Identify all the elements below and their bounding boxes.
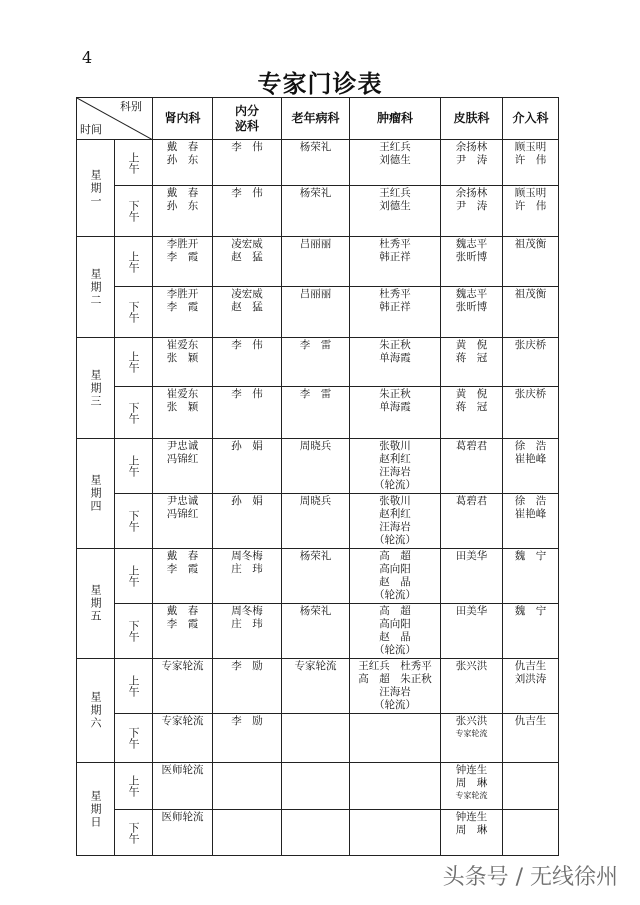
doctor-name: 张 颖 — [166, 352, 199, 364]
doctor-name: 赵 晶 — [379, 631, 411, 643]
dept-header-nephrology: 肾内科 — [153, 98, 213, 140]
doctor-name: 魏 宁 — [514, 550, 547, 562]
doctor-cell-endocrinology — [213, 186, 282, 237]
doctor-cell-geriatrics — [282, 714, 350, 763]
doctor-name: 高 超 — [379, 550, 411, 562]
doctor-name: （轮流） — [374, 479, 416, 491]
schedule-row — [77, 387, 559, 439]
doctor-cell-nephrology — [153, 439, 213, 494]
doctor-name: 吕丽丽 — [299, 288, 332, 300]
doctor-cell-endocrinology — [213, 604, 282, 659]
doctor-name: 单海霞 — [379, 352, 411, 364]
doctor-name: 周冬梅 — [231, 605, 263, 617]
period-label: 上午 — [115, 237, 153, 287]
doctor-name: 张昕博 — [455, 251, 488, 263]
doctor-cell-interventional — [503, 494, 559, 549]
doctor-cell-nephrology — [153, 810, 213, 856]
doctor-name: 钟连生 — [455, 811, 488, 823]
doctor-name: 张 颖 — [166, 401, 199, 413]
dept-header-geriatrics: 老年病科 — [282, 98, 350, 140]
doctor-cell-oncology — [350, 604, 441, 659]
doctor-cell-nephrology — [153, 287, 213, 338]
doctor-cell-dermatology — [441, 810, 503, 856]
doctor-cell-geriatrics — [282, 287, 350, 338]
doctor-cell-dermatology — [441, 763, 503, 810]
doctor-cell-nephrology — [153, 237, 213, 287]
doctor-name: 魏 宁 — [514, 605, 547, 617]
doctor-cell-geriatrics — [282, 659, 350, 714]
doctor-cell-oncology — [350, 714, 441, 763]
doctor-cell-interventional — [503, 659, 559, 714]
doctor-name: 蒋 冠 — [455, 401, 488, 413]
doctor-cell-endocrinology — [213, 237, 282, 287]
doctor-name: 田美华 — [455, 605, 488, 617]
schedule-row — [77, 140, 559, 186]
doctor-name: 祖茂衡 — [514, 288, 547, 300]
doctor-name: 黄 倪 — [455, 388, 488, 400]
doctor-cell-interventional — [503, 604, 559, 659]
doctor-cell-oncology — [350, 140, 441, 186]
doctor-cell-geriatrics — [282, 387, 350, 439]
day-label: 星期四 — [77, 439, 115, 549]
doctor-name: 杜秀平 — [379, 288, 411, 300]
doctor-cell-endocrinology — [213, 810, 282, 856]
doctor-cell-oncology — [350, 763, 441, 810]
doctor-name: 戴 春 — [166, 550, 199, 562]
doctor-cell-dermatology — [441, 659, 503, 714]
period-label: 下午 — [115, 387, 153, 439]
period-label: 上午 — [115, 439, 153, 494]
doctor-name: 赵 猛 — [231, 251, 263, 263]
doctor-name: 张兴洪 — [455, 715, 488, 727]
period-label: 下午 — [115, 714, 153, 763]
doctor-cell-endocrinology — [213, 387, 282, 439]
doctor-cell-oncology — [350, 287, 441, 338]
doctor-name: 汪海岩 — [379, 466, 411, 478]
page-title: 专家门诊表 — [257, 70, 383, 98]
doctor-name: 顾玉明 — [514, 187, 547, 199]
doctor-cell-interventional — [503, 287, 559, 338]
doctor-cell-geriatrics — [282, 186, 350, 237]
doctor-cell-oncology — [350, 439, 441, 494]
period-label: 下午 — [115, 494, 153, 549]
doctor-name: 李胜开 — [166, 288, 199, 300]
period-label: 下午 — [115, 810, 153, 856]
doctor-name: 黄 倪 — [455, 339, 488, 351]
doctor-name: 高向阳 — [379, 563, 411, 575]
doctor-cell-geriatrics — [282, 338, 350, 387]
doctor-name: 尹 涛 — [455, 200, 488, 212]
doctor-cell-nephrology — [153, 714, 213, 763]
doctor-name: 孙 东 — [166, 200, 199, 212]
doctor-name: 钟连生 — [455, 764, 488, 776]
doctor-cell-interventional — [503, 186, 559, 237]
doctor-name: 周晓兵 — [299, 495, 332, 507]
doctor-cell-dermatology — [441, 387, 503, 439]
doctor-name: 刘德生 — [379, 200, 411, 212]
page-number: 4 — [82, 48, 93, 67]
doctor-cell-oncology — [350, 549, 441, 604]
doctor-name: 许 伟 — [514, 200, 547, 212]
doctor-name: 崔爱东 — [166, 388, 199, 400]
doctor-cell-endocrinology — [213, 338, 282, 387]
doctor-cell-geriatrics — [282, 494, 350, 549]
doctor-name: 单海霞 — [379, 401, 411, 413]
period-label: 下午 — [115, 287, 153, 338]
doctor-name: 祖茂衡 — [514, 238, 547, 250]
doctor-name: 张兴洪 — [455, 660, 488, 672]
doctor-name: 周晓兵 — [299, 440, 332, 452]
doctor-name: 徐 浩 — [514, 440, 547, 452]
doctor-name: 孙 娟 — [231, 440, 263, 452]
doctor-name: 顾玉明 — [514, 141, 547, 153]
doctor-cell-geriatrics — [282, 140, 350, 186]
doctor-cell-oncology — [350, 338, 441, 387]
doctor-name: 专家轮流 — [294, 660, 337, 672]
doctor-name: 专家轮流 — [455, 729, 488, 738]
doctor-name: 杨荣礼 — [299, 187, 332, 199]
schedule-row — [77, 338, 559, 387]
doctor-cell-endocrinology — [213, 140, 282, 186]
schedule-row — [77, 659, 559, 714]
corner-label-department: 科别 — [120, 100, 142, 113]
doctor-name: 孙 娟 — [231, 495, 263, 507]
doctor-cell-interventional — [503, 338, 559, 387]
doctor-name: 李 励 — [231, 660, 263, 672]
doctor-cell-nephrology — [153, 549, 213, 604]
doctor-name: 汪海岩 — [379, 521, 411, 533]
doctor-name: 李 伟 — [231, 388, 263, 400]
doctor-cell-oncology — [350, 186, 441, 237]
doctor-name: 赵利红 — [379, 508, 411, 520]
doctor-cell-endocrinology — [213, 763, 282, 810]
day-label: 星期一 — [77, 140, 115, 237]
doctor-name: 冯锦红 — [166, 453, 199, 465]
doctor-cell-interventional — [503, 237, 559, 287]
doctor-name: 李 伟 — [231, 187, 263, 199]
doctor-name: 戴 春 — [166, 605, 199, 617]
schedule-row — [77, 287, 559, 338]
doctor-name: 魏志平 — [455, 288, 488, 300]
doctor-name: 凌宏威 — [231, 238, 263, 250]
doctor-cell-oncology — [350, 810, 441, 856]
doctor-cell-geriatrics — [282, 439, 350, 494]
doctor-cell-interventional — [503, 714, 559, 763]
doctor-name: 徐 浩 — [514, 495, 547, 507]
doctor-name: 尹忠诚 — [166, 495, 199, 507]
doctor-cell-nephrology — [153, 659, 213, 714]
period-label: 上午 — [115, 763, 153, 810]
doctor-cell-geriatrics — [282, 763, 350, 810]
doctor-name: 崔爱东 — [166, 339, 199, 351]
period-label: 上午 — [115, 659, 153, 714]
doctor-name: 李 雷 — [299, 339, 332, 351]
doctor-name: 高向阳 — [379, 618, 411, 630]
schedule-row — [77, 549, 559, 604]
doctor-name: 田美华 — [455, 550, 488, 562]
doctor-name: 吕丽丽 — [299, 238, 332, 250]
doctor-cell-dermatology — [441, 237, 503, 287]
doctor-cell-interventional — [503, 387, 559, 439]
doctor-name: 庄 玮 — [231, 563, 263, 575]
doctor-cell-geriatrics — [282, 604, 350, 659]
doctor-cell-interventional — [503, 140, 559, 186]
doctor-cell-endocrinology — [213, 659, 282, 714]
dept-header-interventional: 介入科 — [503, 98, 559, 140]
dept-header-oncology: 肿瘤科 — [350, 98, 441, 140]
doctor-cell-interventional — [503, 763, 559, 810]
doctor-name: 王红兵 — [379, 187, 411, 199]
doctor-cell-nephrology — [153, 140, 213, 186]
doctor-cell-endocrinology — [213, 494, 282, 549]
watermark: 头条号 / 无线徐州 — [442, 865, 618, 890]
doctor-name: 韩正祥 — [379, 251, 411, 263]
doctor-name: 王红兵 — [379, 141, 411, 153]
doctor-name: （轮流） — [374, 589, 416, 601]
doctor-name: 专家轮流 — [161, 660, 204, 672]
schedule-row — [77, 810, 559, 856]
doctor-name: 余扬林 — [455, 187, 488, 199]
doctor-name: 杜秀平 — [379, 238, 411, 250]
day-label: 星期二 — [77, 237, 115, 338]
doctor-name: 汪海岩 — [379, 686, 411, 698]
doctor-name: 葛碧君 — [455, 440, 488, 452]
doctor-name: 赵 晶 — [379, 576, 411, 588]
doctor-name: 尹忠诚 — [166, 440, 199, 452]
doctor-name: 李 伟 — [231, 339, 263, 351]
doctor-name: 孙 东 — [166, 154, 199, 166]
doctor-name: 李胜开 — [166, 238, 199, 250]
doctor-cell-nephrology — [153, 494, 213, 549]
doctor-name: 李 雷 — [299, 388, 332, 400]
dept-header-endocrinology — [213, 98, 282, 140]
doctor-cell-endocrinology — [213, 714, 282, 763]
doctor-name: 高 超 — [379, 605, 411, 617]
doctor-name: 李 伟 — [231, 141, 263, 153]
doctor-name: 李 霞 — [166, 251, 199, 263]
doctor-name: 高 超 朱正秋 — [358, 673, 432, 685]
doctor-name: 刘德生 — [379, 154, 411, 166]
doctor-name: 仇吉生 — [514, 715, 547, 727]
doctor-cell-dermatology — [441, 439, 503, 494]
doctor-name: 杨荣礼 — [299, 141, 332, 153]
doctor-name: 余扬林 — [455, 141, 488, 153]
doctor-cell-oncology — [350, 237, 441, 287]
doctor-name: 许 伟 — [514, 154, 547, 166]
doctor-cell-dermatology — [441, 287, 503, 338]
period-label: 下午 — [115, 604, 153, 659]
doctor-name: 凌宏威 — [231, 288, 263, 300]
doctor-cell-interventional — [503, 439, 559, 494]
period-label: 上午 — [115, 338, 153, 387]
doctor-cell-geriatrics — [282, 810, 350, 856]
doctor-name: 周 琳 — [455, 824, 488, 836]
doctor-name: （轮流） — [374, 644, 416, 656]
doctor-name: 崔艳峰 — [514, 453, 547, 465]
doctor-name: 张庆桥 — [514, 388, 547, 400]
schedule-row — [77, 186, 559, 237]
doctor-name: 李 霞 — [166, 301, 199, 313]
doctor-cell-dermatology — [441, 140, 503, 186]
schedule-row — [77, 763, 559, 810]
doctor-cell-endocrinology — [213, 549, 282, 604]
doctor-cell-oncology — [350, 659, 441, 714]
doctor-cell-endocrinology — [213, 287, 282, 338]
doctor-cell-dermatology — [441, 549, 503, 604]
doctor-name: 李 霞 — [166, 563, 199, 575]
doctor-cell-nephrology — [153, 338, 213, 387]
doctor-cell-nephrology — [153, 763, 213, 810]
doctor-cell-dermatology — [441, 338, 503, 387]
doctor-cell-geriatrics — [282, 549, 350, 604]
period-label: 上午 — [115, 549, 153, 604]
doctor-name: 刘洪涛 — [514, 673, 547, 685]
doctor-name: 韩正祥 — [379, 301, 411, 313]
day-label: 星期五 — [77, 549, 115, 659]
doctor-name: 周 琳 — [455, 777, 488, 789]
day-label: 星期日 — [77, 763, 115, 856]
schedule-row — [77, 494, 559, 549]
doctor-name: 专家轮流 — [455, 791, 488, 800]
doctor-name: 李 霞 — [166, 618, 199, 630]
doctor-name: 戴 春 — [166, 187, 199, 199]
header-corner — [77, 98, 153, 140]
doctor-name: 医师轮流 — [161, 764, 204, 776]
doctor-name: 张昕博 — [455, 301, 488, 313]
dept-header-dermatology: 皮肤科 — [441, 98, 503, 140]
period-label: 上午 — [115, 140, 153, 186]
doctor-cell-oncology — [350, 494, 441, 549]
doctor-name: 赵 猛 — [231, 301, 263, 313]
doctor-name: 专家轮流 — [161, 715, 204, 727]
doctor-cell-interventional — [503, 810, 559, 856]
doctor-cell-interventional — [503, 549, 559, 604]
schedule-body — [77, 140, 559, 856]
dept-header-endocrinology-label: 内分泌科 — [234, 103, 259, 133]
doctor-cell-endocrinology — [213, 439, 282, 494]
doctor-name: 庄 玮 — [231, 618, 263, 630]
doctor-name: 蒋 冠 — [455, 352, 488, 364]
doctor-name: 杨荣礼 — [299, 550, 332, 562]
doctor-name: （轮流） — [374, 534, 416, 546]
doctor-name: 尹 涛 — [455, 154, 488, 166]
doctor-name: 王红兵 杜秀平 — [358, 660, 432, 672]
day-label: 星期三 — [77, 338, 115, 439]
doctor-name: 葛碧君 — [455, 495, 488, 507]
doctor-name: 朱正秋 — [379, 388, 411, 400]
doctor-name: 冯锦红 — [166, 508, 199, 520]
doctor-name: （轮流） — [374, 699, 416, 711]
doctor-name: 杨荣礼 — [299, 605, 332, 617]
corner-label-time: 时间 — [80, 123, 102, 136]
doctor-name: 崔艳峰 — [514, 508, 547, 520]
doctor-cell-nephrology — [153, 186, 213, 237]
doctor-cell-geriatrics — [282, 237, 350, 287]
doctor-name: 朱正秋 — [379, 339, 411, 351]
schedule-row — [77, 237, 559, 287]
doctor-cell-oncology — [350, 387, 441, 439]
doctor-cell-nephrology — [153, 387, 213, 439]
day-label: 星期六 — [77, 659, 115, 763]
period-label: 下午 — [115, 186, 153, 237]
doctor-name: 魏志平 — [455, 238, 488, 250]
schedule-row — [77, 714, 559, 763]
doctor-name: 赵利红 — [379, 453, 411, 465]
doctor-name: 张敬川 — [379, 495, 411, 507]
doctor-name: 张庆桥 — [514, 339, 547, 351]
doctor-name: 李 励 — [231, 715, 263, 727]
clinic-schedule-table — [76, 97, 559, 856]
doctor-name: 医师轮流 — [161, 811, 204, 823]
doctor-name: 戴 春 — [166, 141, 199, 153]
schedule-row — [77, 439, 559, 494]
doctor-name: 张敬川 — [379, 440, 411, 452]
doctor-cell-nephrology — [153, 604, 213, 659]
doctor-name: 周冬梅 — [231, 550, 263, 562]
doctor-cell-dermatology — [441, 186, 503, 237]
doctor-cell-dermatology — [441, 714, 503, 763]
schedule-row — [77, 604, 559, 659]
doctor-name: 仇吉生 — [514, 660, 547, 672]
doctor-cell-dermatology — [441, 494, 503, 549]
doctor-cell-dermatology — [441, 604, 503, 659]
